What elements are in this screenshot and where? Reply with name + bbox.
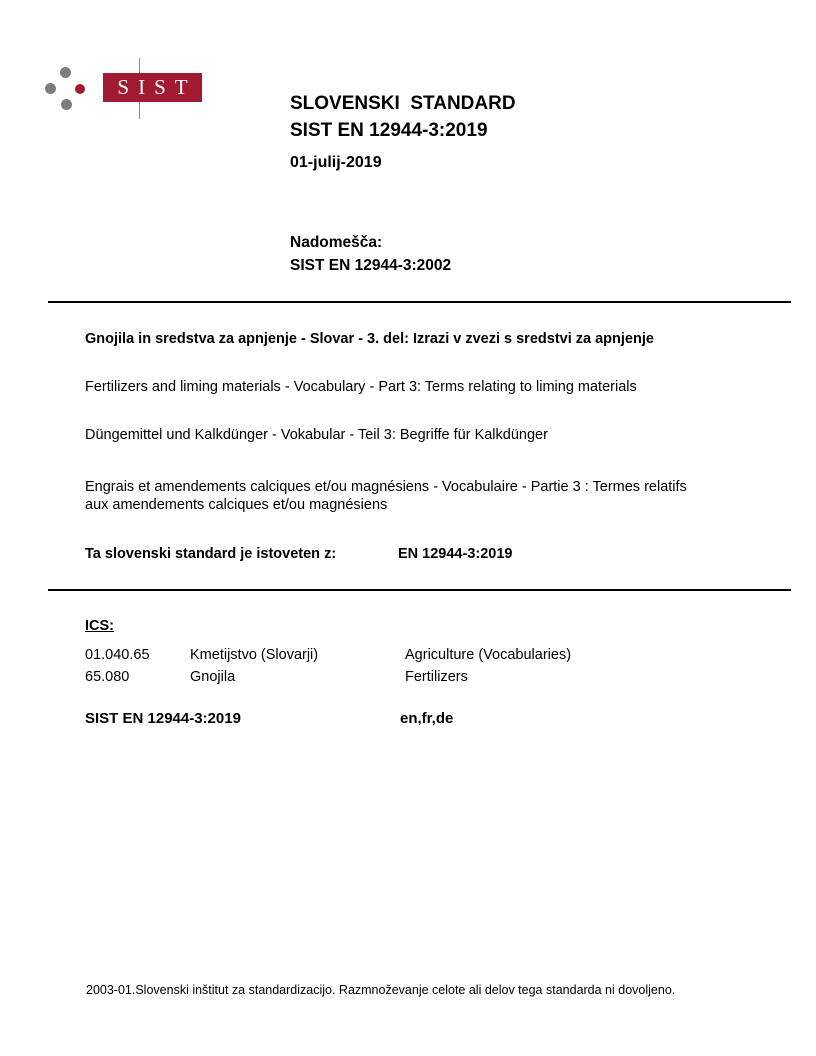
ics-table-row <box>85 644 571 666</box>
document-meta-row <box>85 710 453 727</box>
languages-value: en,fr,de <box>400 710 454 727</box>
ics-heading: ICS: <box>85 618 114 634</box>
ics-title-en-cell: Agriculture (Vocabularies) <box>405 647 572 663</box>
supersedes-number: SIST EN 12944-3:2002 <box>290 257 452 274</box>
title-english: Fertilizers and liming materials - Vocabulary - Part 3: Terms relating to liming materials <box>85 379 637 395</box>
publication-date: 01-julij-2019 <box>290 154 382 171</box>
ics-title-en-cell: Fertilizers <box>405 669 468 685</box>
ics-title-sl-cell: Kmetijstvo (Slovarji) <box>190 647 319 663</box>
logo-dot-red <box>75 84 85 94</box>
equivalence-label: Ta slovenski standard je istoveten z: <box>85 546 337 562</box>
ics-table <box>85 644 571 688</box>
ics-title-sl-cell: Gnojila <box>190 669 236 685</box>
ics-code-cell: 01.040.65 <box>85 647 150 663</box>
title-german: Düngemittel und Kalkdünger - Vokabular - Teil 3: Begriffe für Kalkdünger <box>85 427 548 443</box>
logo-dot-top <box>60 67 71 78</box>
sist-logo-wordmark: SIST <box>103 73 202 102</box>
logo-dot-left <box>45 83 56 94</box>
ics-table-row <box>85 666 571 688</box>
equivalence-row <box>85 546 512 562</box>
logo-dot-bottom <box>61 99 72 110</box>
header-block <box>290 90 516 172</box>
doc-type-heading: SLOVENSKI STANDARD <box>290 93 516 114</box>
doc-number-heading: SIST EN 12944-3:2019 <box>290 120 488 141</box>
equivalence-value: EN 12944-3:2019 <box>398 546 513 562</box>
copyright-notice: 2003-01.Slovenski inštitut za standardizacijo. Razmnoževanje celote ali delov tega standarda ni dovoljeno. <box>86 983 676 997</box>
title-french: Engrais et amendements calciques et/ou magnésiens - Vocabulaire - Partie 3 : Termes relatifs aux amendements calciques et/ou magnésiens <box>85 479 687 513</box>
ics-code-cell: 65.080 <box>85 669 130 685</box>
divider-middle <box>48 589 791 591</box>
supersedes-label: Nadomešča: <box>290 234 383 251</box>
supersedes-block <box>290 231 451 277</box>
doc-number-meta: SIST EN 12944-3:2019 <box>85 710 241 727</box>
title-slovenian: Gnojila in sredstva za apnjenje - Slovar - 3. del: Izrazi v zvezi s sredstvi za apnjenje <box>85 331 654 347</box>
divider-top <box>48 301 791 303</box>
